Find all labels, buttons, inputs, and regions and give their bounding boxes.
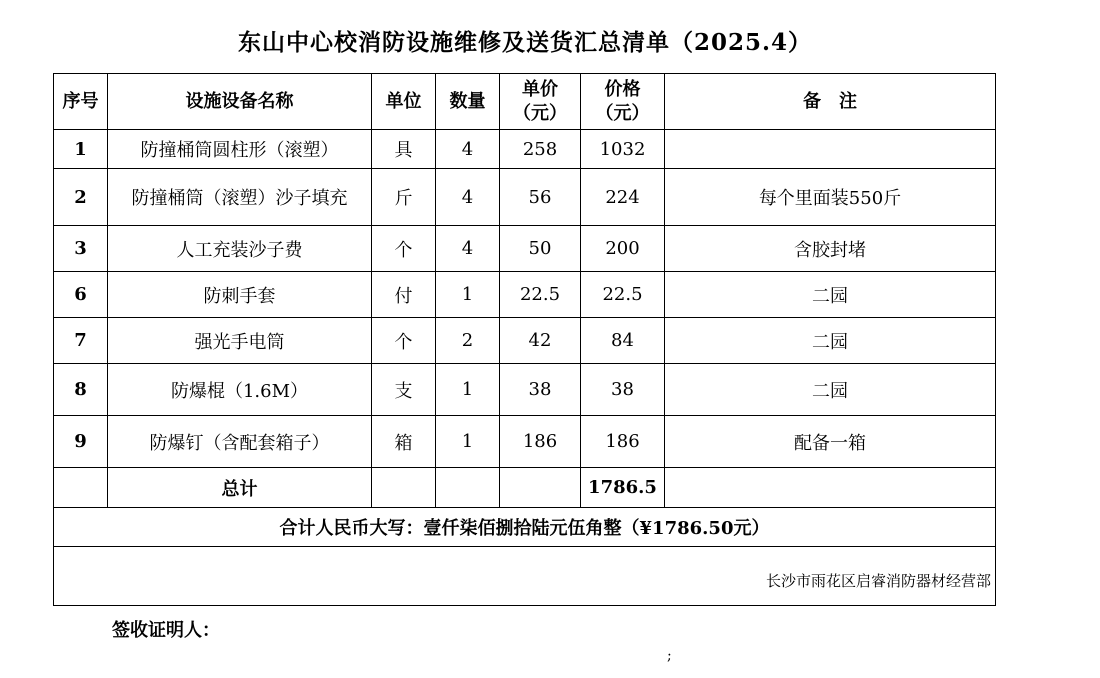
row-name: 防刺手套 bbox=[108, 272, 372, 318]
total-seq-cell bbox=[54, 468, 108, 508]
row-seq: 2 bbox=[54, 169, 108, 226]
row-seq: 1 bbox=[54, 130, 108, 169]
row-amount: 224 bbox=[581, 169, 665, 226]
header-amount-line2: （元） bbox=[595, 102, 650, 124]
row-qty: 1 bbox=[436, 272, 500, 318]
total-price-cell bbox=[500, 468, 581, 508]
row-name: 防撞桶筒（滚塑）沙子填充 bbox=[108, 169, 372, 226]
row-price: 50 bbox=[500, 226, 581, 272]
row-unit: 斤 bbox=[372, 169, 436, 226]
header-unit-price-line1: 单价 bbox=[522, 78, 558, 100]
row-amount: 38 bbox=[581, 364, 665, 416]
total-label: 总计 bbox=[108, 468, 372, 508]
row-unit: 个 bbox=[372, 226, 436, 272]
total-amount: 1786.5 bbox=[581, 468, 665, 508]
table-row bbox=[54, 364, 996, 416]
row-name: 强光手电筒 bbox=[108, 318, 372, 364]
row-price: 42 bbox=[500, 318, 581, 364]
signature-label: 签收证明人： bbox=[112, 620, 220, 641]
row-unit: 付 bbox=[372, 272, 436, 318]
row-qty: 4 bbox=[436, 226, 500, 272]
row-note: 含胶封堵 bbox=[665, 226, 996, 272]
header-name: 设施设备名称 bbox=[108, 74, 372, 130]
row-qty: 4 bbox=[436, 169, 500, 226]
table-row bbox=[54, 416, 996, 468]
row-unit: 个 bbox=[372, 318, 436, 364]
row-qty: 2 bbox=[436, 318, 500, 364]
table-row bbox=[54, 169, 996, 226]
header-note: 备 注 bbox=[665, 74, 996, 130]
row-seq: 9 bbox=[54, 416, 108, 468]
header-seq: 序号 bbox=[54, 74, 108, 130]
total-unit-cell bbox=[372, 468, 436, 508]
row-price: 186 bbox=[500, 416, 581, 468]
amount-in-words: 合计人民币大写：壹仟柒佰捌拾陆元伍角整（¥1786.50元） bbox=[54, 508, 996, 547]
document-title: 东山中心校消防设施维修及送货汇总清单（2025.4） bbox=[237, 29, 813, 56]
row-amount: 200 bbox=[581, 226, 665, 272]
row-name: 防爆钉（含配套箱子） bbox=[108, 416, 372, 468]
row-price: 38 bbox=[500, 364, 581, 416]
table-row bbox=[54, 226, 996, 272]
row-seq: 6 bbox=[54, 272, 108, 318]
total-note-cell bbox=[665, 468, 996, 508]
header-qty: 数量 bbox=[436, 74, 500, 130]
row-price: 56 bbox=[500, 169, 581, 226]
row-qty: 4 bbox=[436, 130, 500, 169]
row-qty: 1 bbox=[436, 364, 500, 416]
row-price: 22.5 bbox=[500, 272, 581, 318]
header-unit: 单位 bbox=[372, 74, 436, 130]
row-unit: 具 bbox=[372, 130, 436, 169]
row-unit: 支 bbox=[372, 364, 436, 416]
company-row bbox=[54, 547, 996, 606]
header-unit-price bbox=[500, 74, 581, 130]
row-amount: 1032 bbox=[581, 130, 665, 169]
row-amount: 22.5 bbox=[581, 272, 665, 318]
header-amount-line1: 价格 bbox=[604, 78, 641, 100]
row-note: 每个里面装550斤 bbox=[665, 169, 996, 226]
table-row bbox=[54, 318, 996, 364]
header-unit-price-line2: （元） bbox=[513, 102, 567, 124]
row-seq: 3 bbox=[54, 226, 108, 272]
row-note: 二园 bbox=[665, 364, 996, 416]
amount-words-row bbox=[54, 508, 996, 547]
stray-mark: ; bbox=[667, 648, 672, 664]
row-name: 防撞桶筒圆柱形（滚塑） bbox=[108, 130, 372, 169]
total-qty-cell bbox=[436, 468, 500, 508]
header-amount bbox=[581, 74, 665, 130]
row-note bbox=[665, 130, 996, 169]
row-note: 配备一箱 bbox=[665, 416, 996, 468]
table-row bbox=[54, 272, 996, 318]
row-unit: 箱 bbox=[372, 416, 436, 468]
row-seq: 8 bbox=[54, 364, 108, 416]
summary-table bbox=[53, 73, 996, 606]
row-amount: 84 bbox=[581, 318, 665, 364]
row-amount: 186 bbox=[581, 416, 665, 468]
company-name: 长沙市雨花区启睿消防器材经营部 bbox=[54, 547, 996, 606]
row-price: 258 bbox=[500, 130, 581, 169]
total-row bbox=[54, 468, 996, 508]
header-row bbox=[54, 74, 996, 130]
row-note: 二园 bbox=[665, 318, 996, 364]
row-note: 二园 bbox=[665, 272, 996, 318]
table-row bbox=[54, 130, 996, 169]
row-seq: 7 bbox=[54, 318, 108, 364]
row-qty: 1 bbox=[436, 416, 500, 468]
row-name: 防爆棍（1.6M） bbox=[108, 364, 372, 416]
row-name: 人工充装沙子费 bbox=[108, 226, 372, 272]
